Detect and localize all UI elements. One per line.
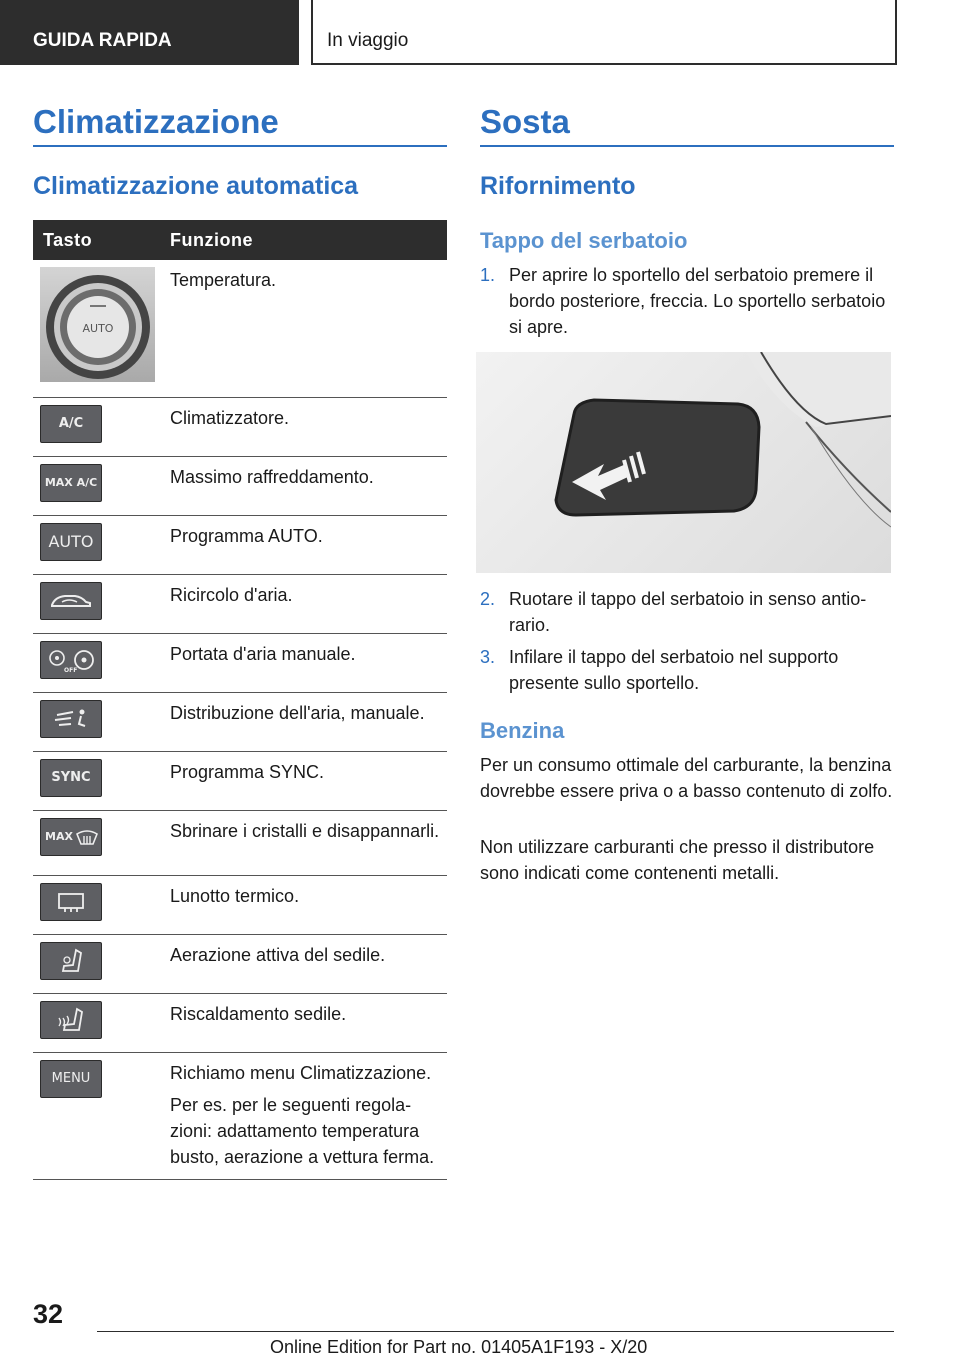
air-distribution-button-icon bbox=[40, 700, 102, 738]
steps-list-a bbox=[480, 262, 898, 340]
function-note: Per es. per le seguenti regolazioni: adattamento temperatura busto, aerazione a vettura ferma. bbox=[170, 1094, 435, 1167]
step-text: Infilare il tappo del serbatoio nel supporto presente sullo sportello. bbox=[509, 647, 839, 693]
table-row bbox=[33, 875, 447, 934]
max-defrost-button-icon bbox=[40, 818, 102, 856]
temperature-knob-icon bbox=[40, 267, 155, 382]
function-text: Lunotto termico. bbox=[164, 875, 447, 934]
table-row bbox=[33, 993, 447, 1052]
footer-edition: Online Edition for Part no. 01405A1F193 - X/20 bbox=[270, 1337, 648, 1357]
steps-list-b bbox=[480, 586, 898, 696]
fuel-flap-image bbox=[476, 352, 891, 573]
table-row bbox=[33, 810, 447, 875]
step-number: 3. bbox=[480, 647, 496, 667]
function-text: Richiamo menu Climatizzazione. bbox=[170, 1062, 432, 1083]
max-defrost-label: MAX bbox=[45, 829, 73, 843]
step-number: 1. bbox=[480, 265, 496, 285]
table-row bbox=[33, 260, 447, 397]
petrol-paragraph-1: Per un consumo ottimale del carburante, la benzina dovrebbe essere priva o a basso contenuto di zolfo. bbox=[480, 755, 893, 801]
section-fuel-cap: Tappo del serbatoio bbox=[480, 228, 688, 253]
svg-text:OFF: OFF bbox=[64, 666, 78, 674]
function-text: Riscaldamento sedile. bbox=[164, 993, 447, 1052]
chapter-label: In viaggio bbox=[327, 30, 409, 51]
menu-button-icon: MENU bbox=[40, 1060, 102, 1098]
table-row bbox=[33, 751, 447, 810]
step-number: 2. bbox=[480, 589, 496, 609]
function-text: Climatizzatore. bbox=[164, 397, 447, 456]
step-text: Ruotare il tappo del serbatoio in senso antiorario. bbox=[509, 589, 867, 635]
sync-button-icon: SYNC bbox=[40, 759, 102, 797]
left-title: Climatizzazione bbox=[33, 103, 279, 140]
climate-keys-table bbox=[33, 220, 447, 1180]
table-row bbox=[33, 515, 447, 574]
svg-text:AUTO: AUTO bbox=[82, 322, 114, 335]
left-subtitle: Climatizzazione automatica bbox=[33, 172, 359, 200]
seat-heating-button-icon bbox=[40, 1001, 102, 1039]
table-row bbox=[33, 692, 447, 751]
column-header-function: Funzione bbox=[164, 220, 447, 260]
table-row bbox=[33, 934, 447, 993]
table-row bbox=[33, 397, 447, 456]
table-row bbox=[33, 633, 447, 692]
rear-defrost-button-icon bbox=[40, 883, 102, 921]
table-row bbox=[33, 456, 447, 515]
function-text: Temperatura. bbox=[164, 260, 447, 397]
step-text: Per aprire lo sportello del serbatoio premere il bordo posteriore, freccia. Lo sportello serbatoio si apre. bbox=[509, 265, 886, 337]
function-text: Aerazione attiva del sedile. bbox=[164, 934, 447, 993]
function-text: Programma AUTO. bbox=[164, 515, 447, 574]
list-item bbox=[480, 644, 898, 696]
right-subtitle: Rifornimento bbox=[480, 172, 636, 200]
recirculation-button-icon bbox=[40, 582, 102, 620]
table-row bbox=[33, 574, 447, 633]
function-text: Programma SYNC. bbox=[164, 751, 447, 810]
function-text: Sbrinare i cristalli e disappannarli. bbox=[164, 810, 447, 875]
table-header-row bbox=[33, 220, 447, 260]
column-header-key: Tasto bbox=[33, 220, 164, 260]
function-text: Ricircolo d'aria. bbox=[164, 574, 447, 633]
petrol-paragraph-2: Non utilizzare carburanti che presso il distributore sono indicati come contenenti metalli. bbox=[480, 837, 875, 883]
page-number: 32 bbox=[33, 1299, 64, 1329]
list-item bbox=[480, 262, 898, 340]
table-row bbox=[33, 1052, 447, 1179]
function-text: Portata d'aria manuale. bbox=[164, 633, 447, 692]
section-petrol: Benzina bbox=[480, 718, 565, 743]
section-tab bbox=[0, 0, 299, 65]
section-label: GUIDA RAPIDA bbox=[33, 30, 172, 51]
right-title-rule bbox=[480, 145, 894, 147]
max-ac-button-icon: MAX A/C bbox=[40, 464, 102, 502]
list-item bbox=[480, 586, 898, 638]
function-text: Distribuzione dell'aria, manuale. bbox=[164, 692, 447, 751]
footer-rule bbox=[97, 1331, 894, 1332]
seat-ventilation-button-icon bbox=[40, 942, 102, 980]
right-title: Sosta bbox=[480, 103, 570, 140]
ac-button-icon: A/C bbox=[40, 405, 102, 443]
chapter-tab bbox=[311, 0, 897, 65]
function-text: Massimo raffreddamento. bbox=[164, 456, 447, 515]
auto-button-icon: AUTO bbox=[40, 523, 102, 561]
left-title-rule bbox=[33, 145, 447, 147]
fan-button-icon bbox=[40, 641, 102, 679]
